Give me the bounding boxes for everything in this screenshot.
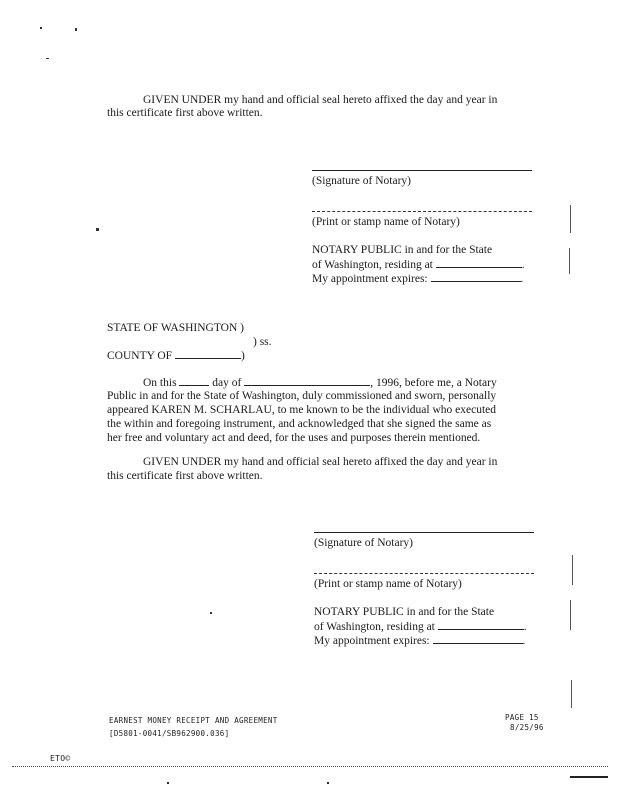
scan-speck [46, 58, 49, 59]
scan-bottom-edge [12, 766, 608, 767]
given-under-line-2: this certificate first above written. [107, 107, 263, 119]
print-name-label-2: (Print or stamp name of Notary) [314, 578, 462, 590]
county-label: COUNTY OF [107, 350, 173, 362]
signature-label: (Signature of Notary) [312, 175, 411, 187]
county-blank [175, 348, 241, 359]
residing-label-2: of Washington, residing at [314, 621, 435, 633]
ack-line-4: the within and foregoing instrument, and acknowledged that she signed the same as [107, 418, 492, 430]
month-blank [244, 375, 370, 386]
print-name-line-2 [314, 573, 534, 574]
residing-blank-2 [438, 619, 524, 630]
scan-speck [96, 228, 99, 231]
footer-stamp: ETO© [50, 754, 71, 763]
notary-public-2-line-3: My appointment expires: . [314, 635, 526, 647]
notary-public-line-1: NOTARY PUBLIC in and for the State [312, 244, 493, 256]
scan-margin-mark [572, 555, 573, 585]
scan-margin-mark [569, 248, 570, 274]
venue-county: COUNTY OF ) [107, 350, 245, 362]
given-under-2-line-2: this certificate first above written. [107, 470, 263, 482]
signature-label-2: (Signature of Notary) [314, 537, 413, 549]
scan-bottom-bar [570, 776, 608, 778]
scan-margin-mark [571, 680, 572, 708]
appointment-label-2: My appointment expires: [314, 635, 430, 647]
scan-speck [327, 782, 329, 784]
scan-speck [75, 28, 77, 31]
notary-public-line-3: My appointment expires: . [312, 273, 524, 285]
footer-date: 8/25/96 [510, 723, 544, 732]
given-under-line-1: GIVEN UNDER my hand and official seal hereto affixed the day and year in [143, 94, 498, 106]
print-name-line [312, 211, 532, 212]
footer-doc-code: [D5801-0041/SB962900.036] [109, 729, 230, 738]
print-name-label: (Print or stamp name of Notary) [312, 216, 460, 228]
ack-line-1: On this day of , 1996, before me, a Notary [143, 377, 497, 389]
scan-speck [210, 612, 212, 614]
scan-margin-mark [570, 600, 571, 630]
day-blank [179, 375, 209, 386]
footer-doc-title: EARNEST MONEY RECEIPT AND AGREEMENT [109, 716, 278, 725]
ack-line-3: appeared KAREN M. SCHARLAU, to me known to be the individual who executed [107, 404, 497, 416]
ack-line-5: her free and voluntary act and deed, for the uses and purposes therein mentioned. [107, 432, 481, 444]
venue-ss: ) ss. [253, 336, 272, 348]
notary-public-line-2: of Washington, residing at . [312, 259, 525, 271]
residing-label: of Washington, residing at [312, 259, 433, 271]
given-under-2-line-1: GIVEN UNDER my hand and official seal hereto affixed the day and year in [143, 456, 498, 468]
venue-state: STATE OF WASHINGTON ) [107, 322, 244, 334]
ack-line-2: Public in and for the State of Washington, duly commissioned and sworn, personally [107, 390, 497, 402]
appointment-blank-2 [433, 633, 523, 644]
signature-line-2 [314, 532, 534, 533]
scan-margin-mark [570, 205, 571, 233]
residing-blank [436, 257, 522, 268]
signature-line [312, 170, 532, 171]
scan-speck [167, 782, 169, 784]
notary-public-2-line-2: of Washington, residing at . [314, 621, 527, 633]
appointment-label: My appointment expires: [312, 273, 428, 285]
appointment-blank [431, 271, 521, 282]
notary-public-2-line-1: NOTARY PUBLIC in and for the State [314, 606, 495, 618]
footer-page-number: PAGE 15 [505, 713, 539, 722]
scan-speck [40, 27, 42, 29]
